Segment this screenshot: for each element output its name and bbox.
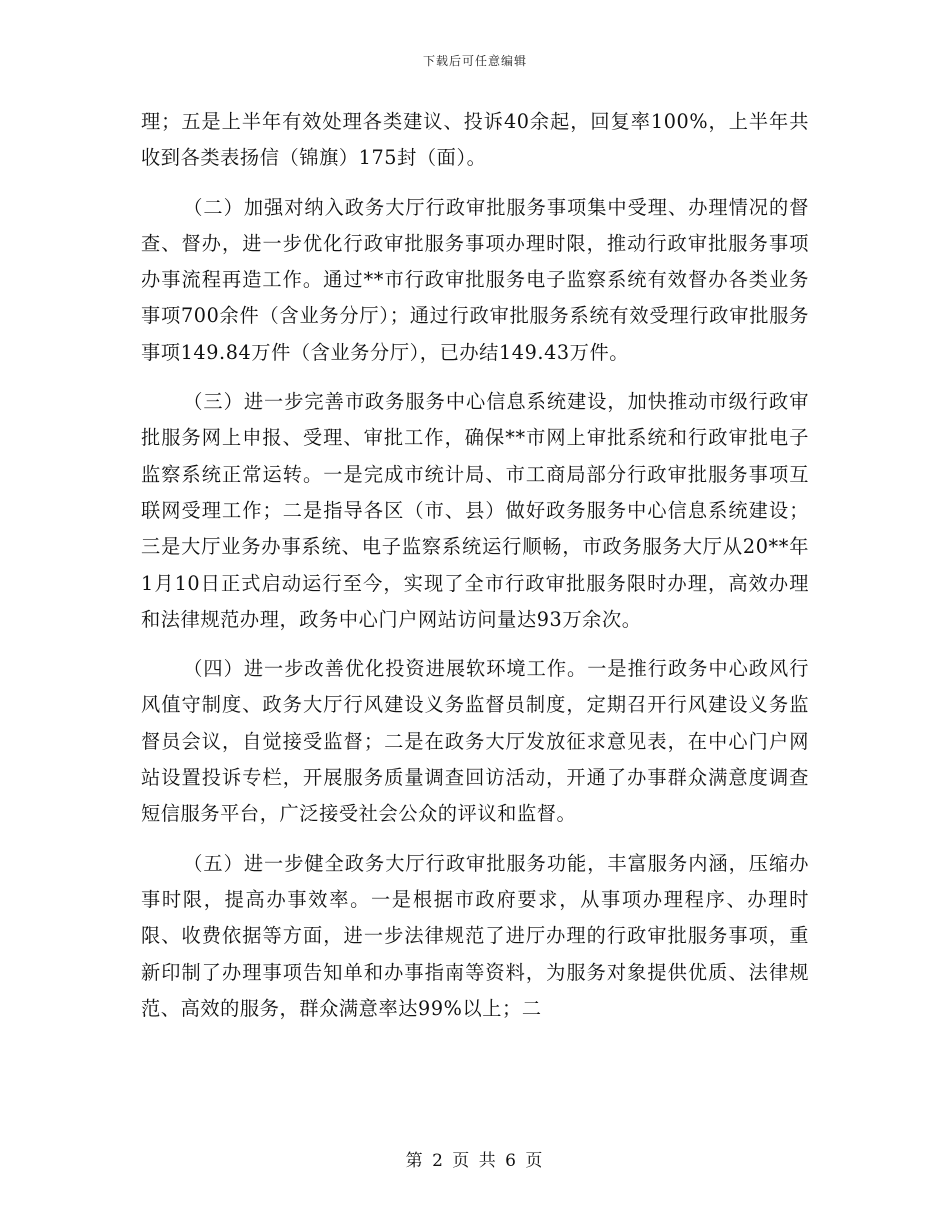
document-body bbox=[141, 104, 809, 1027]
paragraph-section-4: （四）进一步改善优化投资进展软环境工作。一是推行政务中心政风行风值守制度、政务大厅行风建设义务监督员制度，定期召开行风建设义务监督员会议，自觉接受监督；二是在政务大厅发放征求意见表，在中心门户网站设置投诉专栏，开展服务质量调查回访活动，开通了办事群众满意度调查短信服务平台，广泛接受社会公众的评议和监督。 bbox=[141, 657, 809, 826]
paragraph-section-2: （二）加强对纳入政务大厅行政审批服务事项集中受理、办理情况的督查、督办，进一步优化行政审批服务事项办理时限，推动行政审批服务事项办事流程再造工作。通过**市行政审批服务电子监察系统有效督办各类业务事项700余件（含业务分厅）；通过行政审批服务系统有效受理行政审批服务事项149.84万件（含业务分厅），已办结149.43万件。 bbox=[141, 195, 809, 364]
page-number-footer: 第 2 页 共 6 页 bbox=[405, 1151, 545, 1171]
paragraph-section-5: （五）进一步健全政务大厅行政审批服务功能，丰富服务内涵，压缩办事时限，提高办事效率。一是根据市政府要求，从事项办理程序、办理时限、收费依据等方面，进一步法律规范了进厅办理的行政审批服务事项，重新印制了办理事项告知单和办事指南等资料，为服务对象提供优质、法律规范、高效的服务，群众满意率达99%以上；二 bbox=[141, 851, 809, 1020]
paragraph-continuation: 理；五是上半年有效处理各类建议、投诉40余起，回复率100%，上半年共收到各类表扬信（锦旗）175封（面）。 bbox=[141, 110, 809, 170]
page-header: 下载后可任意编辑 bbox=[422, 54, 527, 68]
paragraph-section-3: （三）进一步完善市政务服务中心信息系统建设，加快推动市级行政审批服务网上申报、受理、审批工作，确保**市网上审批系统和行政审批电子监察系统正常运转。一是完成市统计局、市工商局部分行政审批服务事项互联网受理工作；二是指导各区（市、县）做好政务服务中心信息系统建设；三是大厅业务办事系统、电子监察系统运行顺畅，市政务服务大厅从20**年1月10日正式启动运行至今，实现了全市行政审批服务限时办理，高效办理和法律规范办理，政务中心门户网站访问量达93万余次。 bbox=[141, 390, 809, 631]
